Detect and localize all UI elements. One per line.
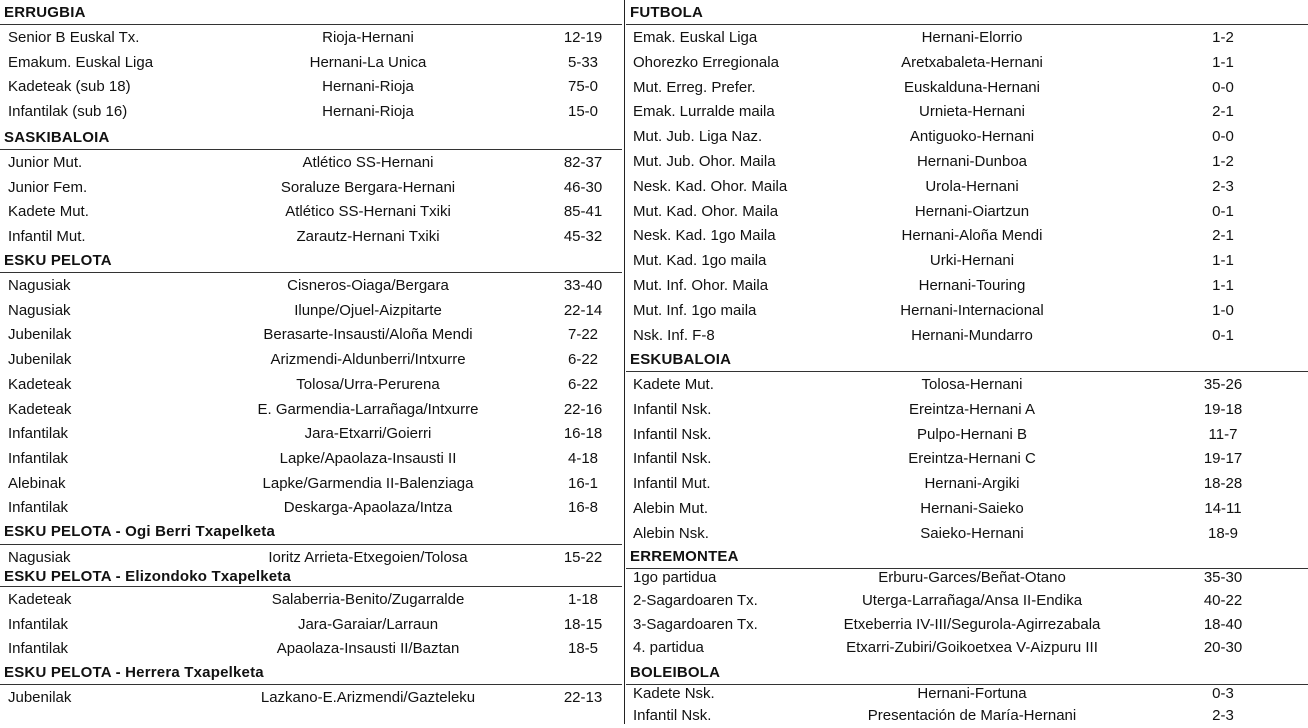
section-rule (0, 544, 622, 545)
match-cell: Apaolaza-Insausti II/Baztan (276, 640, 460, 657)
result-row (626, 100, 1308, 124)
score-cell: 15-22 (563, 549, 603, 566)
category-cell: Alebin Mut. (633, 500, 709, 517)
match-cell: Hernani-Dunboa (916, 153, 1028, 170)
section-title-esku-pelota-ogi-berri-txapelketa: ESKU PELOTA - Ogi Berri Txapelketa (4, 523, 276, 540)
category-cell: Mut. Kad. Ohor. Maila (633, 202, 779, 220)
category-cell: Kadeteak (8, 591, 72, 608)
score-cell: 85-41 (563, 203, 603, 221)
category-cell: Kadeteak (8, 375, 72, 393)
result-row (626, 636, 1308, 660)
category-cell: Infantilak (8, 499, 69, 517)
category-cell: Infantilak (8, 425, 69, 443)
match-cell: E. Garmendia-Larrañaga/Intxurre (257, 400, 479, 418)
category-cell: Mut. Jub. Liga Naz. (633, 128, 763, 146)
score-cell: 1-1 (1212, 277, 1234, 294)
score-cell: 2-1 (1212, 103, 1234, 121)
section-title-erremontea: ERREMONTEA (630, 548, 739, 565)
result-row (626, 274, 1308, 298)
result-row (0, 373, 622, 397)
result-row (0, 176, 622, 200)
score-cell: 18-15 (563, 615, 603, 633)
category-cell: Infantilak (8, 615, 69, 633)
result-row (626, 398, 1308, 422)
section-title-eskubaloia: ESKUBALOIA (630, 351, 732, 368)
category-cell: Mut. Erreg. Prefer. (633, 78, 756, 96)
score-cell: 2-1 (1212, 227, 1234, 245)
score-cell: 22-13 (563, 689, 603, 706)
score-cell: 16-8 (567, 499, 599, 517)
match-cell: Urnieta-Hernani (919, 103, 1025, 121)
category-cell: Mut. Inf. Ohor. Maila (633, 277, 769, 294)
result-row (626, 522, 1308, 546)
match-cell: Euskalduna-Hernani (904, 78, 1040, 96)
result-row (626, 249, 1308, 273)
match-cell: Hernani-Elorrio (921, 29, 1023, 46)
category-cell: Senior B Euskal Tx. (8, 29, 140, 46)
match-cell: Aretxabaleta-Hernani (901, 53, 1043, 71)
section-rule (0, 586, 622, 587)
category-cell: 2-Sagardoaren Tx. (633, 592, 758, 610)
match-cell: Erburu-Garces/Beñat-Otano (878, 569, 1066, 586)
match-cell: Saieko-Hernani (920, 524, 1024, 542)
category-cell: Mut. Inf. 1go maila (633, 301, 757, 319)
score-cell: 2-3 (1212, 707, 1234, 724)
match-cell: Atlético SS-Hernani (302, 154, 434, 171)
section-title-futbola: FUTBOLA (630, 4, 704, 21)
match-cell: Hernani-Mundarro (911, 326, 1033, 344)
score-cell: 14-11 (1204, 500, 1242, 517)
match-cell: Soraluze Bergara-Hernani (280, 178, 456, 196)
score-cell: 1-1 (1212, 53, 1234, 71)
result-row (0, 613, 622, 637)
match-cell: Urola-Hernani (925, 177, 1019, 195)
score-cell: 0-1 (1212, 326, 1234, 344)
score-cell: 1-18 (567, 591, 599, 608)
score-cell: 19-18 (1203, 400, 1243, 418)
category-cell: Infantil Mut. (633, 475, 711, 493)
result-row (626, 472, 1308, 496)
category-cell: Emak. Lurralde maila (633, 103, 775, 121)
result-row (626, 704, 1308, 728)
match-cell: Jara-Garaiar/Larraun (297, 615, 439, 633)
column-divider (624, 0, 625, 724)
result-row (626, 566, 1308, 590)
match-cell: Presentación de María-Hernani (867, 707, 1077, 724)
score-cell: 1-2 (1212, 29, 1234, 46)
result-row (626, 373, 1308, 397)
section-rule (626, 24, 1308, 25)
category-cell: Nagusiak (8, 277, 71, 294)
result-row (0, 496, 622, 520)
match-cell: Lapke/Apaolaza-Insausti II (279, 449, 457, 467)
score-cell: 18-28 (1203, 475, 1243, 493)
section-rule (0, 684, 622, 685)
match-cell: Deskarga-Apaolaza/Intza (283, 499, 453, 517)
score-cell: 12-19 (563, 29, 603, 46)
category-cell: Kadete Mut. (633, 376, 714, 393)
result-row (0, 348, 622, 372)
result-row (0, 151, 622, 175)
match-cell: Cisneros-Oiaga/Bergara (287, 277, 449, 294)
match-cell: Lazkano-E.Arizmendi/Gazteleku (260, 689, 476, 706)
match-cell: Rioja-Hernani (322, 29, 414, 46)
match-cell: Atlético SS-Hernani Txiki (285, 203, 451, 221)
category-cell: Jubenilak (8, 351, 72, 369)
match-cell: Hernani-Rioja (322, 78, 414, 96)
result-row (0, 299, 622, 323)
section-rule (0, 24, 622, 25)
section-title-esku-pelota: ESKU PELOTA (4, 252, 112, 269)
category-cell: Jubenilak (8, 326, 72, 344)
score-cell: 2-3 (1212, 177, 1234, 195)
category-cell: 1go partidua (633, 569, 717, 586)
score-cell: 0-3 (1212, 685, 1234, 702)
score-cell: 0-1 (1212, 202, 1234, 220)
score-cell: 22-14 (563, 301, 603, 319)
result-row (626, 150, 1308, 174)
category-cell: Alebin Nsk. (633, 524, 709, 542)
result-row (0, 472, 622, 496)
result-row (0, 323, 622, 347)
score-cell: 18-5 (567, 640, 599, 657)
match-cell: Jara-Etxarri/Goierri (304, 425, 432, 443)
result-row (0, 75, 622, 99)
match-cell: Hernani-Saieko (920, 500, 1024, 517)
category-cell: Mut. Kad. 1go maila (633, 252, 767, 270)
category-cell: Jubenilak (8, 689, 72, 706)
category-cell: Nesk. Kad. Ohor. Maila (633, 177, 788, 195)
category-cell: Emak. Euskal Liga (633, 29, 758, 46)
score-cell: 45-32 (563, 228, 603, 246)
result-row (0, 422, 622, 446)
score-cell: 40-22 (1203, 592, 1243, 610)
section-title-boleibola: BOLEIBOLA (630, 664, 721, 681)
score-cell: 15-0 (567, 103, 599, 121)
score-cell: 1-1 (1212, 252, 1234, 270)
category-cell: 4. partidua (633, 638, 704, 656)
score-cell: 4-18 (567, 449, 599, 467)
score-cell: 20-30 (1203, 638, 1243, 656)
match-cell: Tolosa/Urra-Perurena (296, 375, 440, 393)
result-row (626, 589, 1308, 613)
match-cell: Arizmendi-Aldunberri/Intxurre (270, 351, 466, 369)
match-cell: Antiguoko-Hernani (909, 128, 1035, 146)
category-cell: Junior Fem. (8, 178, 88, 196)
score-cell: 75-0 (567, 78, 599, 96)
category-cell: Infantilak (8, 640, 69, 657)
score-cell: 19-17 (1203, 450, 1243, 468)
result-row (626, 200, 1308, 224)
score-cell: 35-26 (1203, 376, 1243, 393)
score-cell: 35-30 (1203, 569, 1243, 586)
result-row (626, 423, 1308, 447)
category-cell: Infantil Mut. (8, 228, 86, 246)
category-cell: Junior Mut. (8, 154, 83, 171)
match-cell: Hernani-Argiki (924, 475, 1020, 493)
match-cell: Lapke/Garmendia II-Balenziaga (262, 474, 474, 492)
result-row (626, 224, 1308, 248)
match-cell: Salaberria-Benito/Zugarralde (271, 591, 465, 608)
match-cell: Hernani-La Unica (309, 53, 427, 71)
match-cell: Uterga-Larrañaga/Ansa II-Endika (861, 592, 1083, 610)
score-cell: 18-9 (1207, 524, 1239, 542)
score-cell: 18-40 (1203, 615, 1243, 633)
result-row (626, 125, 1308, 149)
result-row (0, 225, 622, 249)
result-row (626, 26, 1308, 50)
category-cell: 3-Sagardoaren Tx. (633, 615, 758, 633)
category-cell: Kadeteak (sub 18) (8, 78, 131, 96)
category-cell: Infantil Nsk. (633, 450, 712, 468)
match-cell: Urki-Hernani (929, 252, 1015, 270)
score-cell: 0-0 (1212, 78, 1234, 96)
category-cell: Kadete Nsk. (633, 685, 715, 702)
result-row (0, 51, 622, 75)
score-cell: 22-16 (563, 400, 603, 418)
score-cell: 6-22 (567, 351, 599, 369)
category-cell: Infantilak (sub 16) (8, 103, 128, 121)
match-cell: Ilunpe/Ojuel-Aizpitarte (294, 301, 442, 319)
match-cell: Pulpo-Hernani B (916, 425, 1028, 443)
result-row (0, 398, 622, 422)
section-title-esku-pelota-herrera-txapelketa: ESKU PELOTA - Herrera Txapelketa (4, 664, 264, 681)
result-row (626, 613, 1308, 637)
category-cell: Infantilak (8, 449, 69, 467)
category-cell: Emakum. Euskal Liga (8, 53, 154, 71)
result-row (0, 274, 622, 298)
category-cell: Kadeteak (8, 400, 72, 418)
result-row (626, 682, 1308, 706)
result-row (0, 686, 622, 710)
match-cell: Tolosa-Hernani (921, 376, 1023, 393)
score-cell: 16-18 (563, 425, 603, 443)
score-cell: 82-37 (563, 154, 603, 171)
section-rule (0, 149, 622, 150)
result-row (0, 26, 622, 50)
result-row (0, 447, 622, 471)
score-cell: 11-7 (1208, 425, 1238, 443)
result-row (0, 200, 622, 224)
result-row (626, 299, 1308, 323)
result-row (626, 175, 1308, 199)
category-cell: Kadete Mut. (8, 203, 89, 221)
category-cell: Infantil Nsk. (633, 425, 712, 443)
score-cell: 1-2 (1212, 153, 1234, 170)
section-title-errugbia: ERRUGBIA (4, 4, 86, 21)
score-cell: 6-22 (567, 375, 599, 393)
category-cell: Nagusiak (8, 301, 71, 319)
match-cell: Hernani-Rioja (322, 103, 414, 121)
score-cell: 1-0 (1212, 301, 1234, 319)
category-cell: Ohorezko Erregionala (633, 53, 779, 71)
category-cell: Infantil Nsk. (633, 707, 712, 724)
result-row (0, 588, 622, 612)
result-row (626, 324, 1308, 348)
score-cell: 5-33 (567, 53, 599, 71)
match-cell: Ereintza-Hernani A (909, 400, 1035, 418)
section-rule (626, 371, 1308, 372)
result-row (626, 51, 1308, 75)
result-row (626, 447, 1308, 471)
match-cell: Hernani-Oiartzun (914, 202, 1030, 220)
match-cell: Hernani-Aloña Mendi (901, 227, 1043, 245)
score-cell: 46-30 (563, 178, 603, 196)
match-cell: Ereintza-Hernani C (908, 450, 1036, 468)
section-rule (0, 272, 622, 273)
result-row (626, 76, 1308, 100)
category-cell: Nesk. Kad. 1go Maila (633, 227, 776, 245)
result-row (0, 100, 622, 124)
match-cell: Ioritz Arrieta-Etxegoien/Tolosa (268, 549, 468, 566)
section-title-saskibaloia: SASKIBALOIA (4, 129, 110, 146)
match-cell: Hernani-Internacional (900, 301, 1044, 319)
category-cell: Infantil Nsk. (633, 400, 712, 418)
category-cell: Nagusiak (8, 549, 71, 566)
score-cell: 16-1 (567, 474, 599, 492)
score-cell: 33-40 (563, 277, 603, 294)
category-cell: Mut. Jub. Ohor. Maila (633, 153, 776, 170)
section-title-esku-pelota-elizondoko-txapelketa: ESKU PELOTA - Elizondoko Txapelketa (4, 568, 292, 585)
match-cell: Hernani-Touring (918, 277, 1026, 294)
score-cell: 7-22 (567, 326, 599, 344)
category-cell: Alebinak (8, 474, 66, 492)
category-cell: Nsk. Inf. F-8 (633, 326, 715, 344)
match-cell: Berasarte-Insausti/Aloña Mendi (263, 326, 473, 344)
result-row (626, 497, 1308, 521)
match-cell: Zarautz-Hernani Txiki (296, 228, 440, 246)
match-cell: Etxarri-Zubiri/Goikoetxea V-Aizpuru III (846, 638, 1098, 656)
result-row (0, 637, 622, 661)
match-cell: Etxeberria IV-III/Segurola-Agirrezabala (843, 615, 1101, 633)
score-cell: 0-0 (1212, 128, 1234, 146)
match-cell: Hernani-Fortuna (917, 685, 1027, 702)
